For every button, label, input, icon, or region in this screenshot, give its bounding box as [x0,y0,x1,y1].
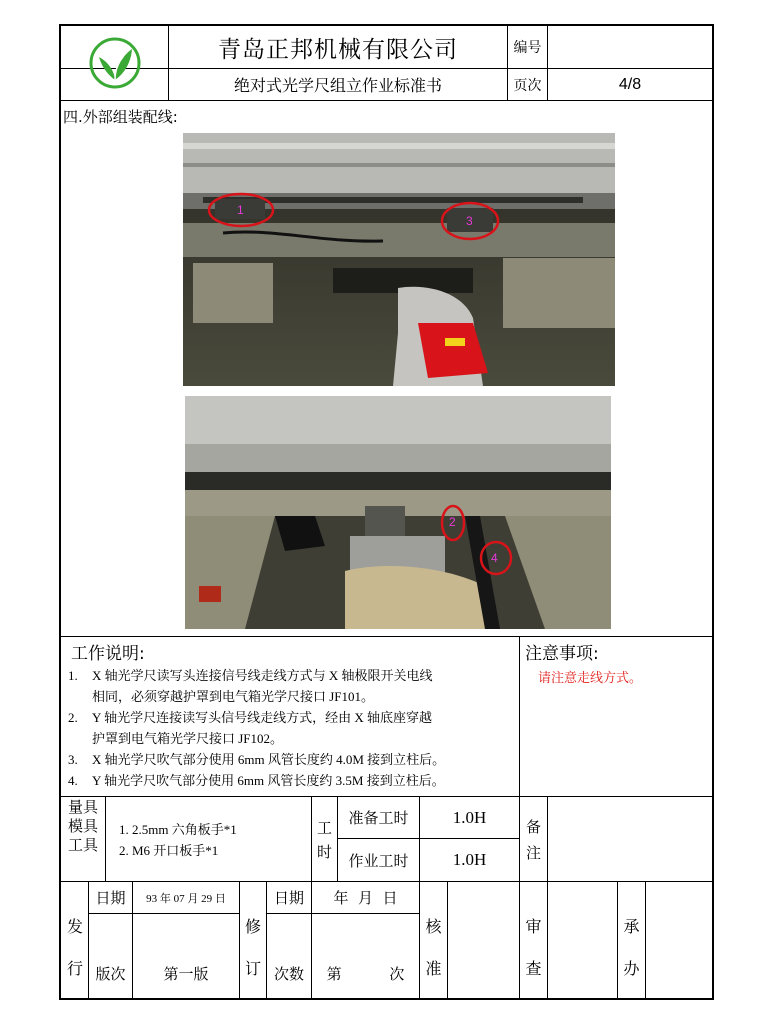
instruction-item: 4. Y 轴光学尺吹气部分使用 6mm 风管长度约 3.5M 接到立柱后。 [68,773,445,788]
prep-time-label: 准备工时 [348,809,409,827]
tool-item: 2. M6 开口板手*1 [119,843,219,858]
review-label: 审 查 [525,917,542,978]
remarks-label: 备 注 [525,818,541,862]
machine-photo-image [185,396,611,629]
work-time-label: 工 时 [316,819,332,861]
issue-date-value: 93 年 07 月 29 日 [146,892,226,905]
header-bottom-line [61,100,712,101]
instructions-title: 工作说明: [71,644,145,664]
instruction-item: 1. X 轴光学尺读写头连接信号线走线方式与 X 轴极限开关电线 相同，必须穿越护罩到电气箱光学尺接口 JF101。 [68,668,433,704]
code-value [548,26,712,68]
page-number: 4/8 [618,75,642,93]
footer-border [547,881,548,998]
revise-label: 修 订 [244,917,261,978]
tool-item: 1. 2.5mm 六角板手*1 [119,822,237,837]
notes-text: 请注意走线方式。 [538,671,643,686]
instructions-top-line [61,636,712,637]
revision-date-label: 日期 [273,889,304,907]
work-instruction-sheet [59,24,714,1000]
marker-1: 1 [237,203,244,217]
notes-divider [519,636,520,796]
machine-photo-image [183,133,615,386]
footer-border [645,881,646,998]
revision-count-label: 次数 [273,964,304,983]
approve-label: 核 准 [425,917,442,978]
marker-2: 2 [449,515,456,529]
code-label: 编号 [513,40,542,56]
document-title: 绝对式光学尺组立作业标准书 [233,76,442,95]
revision-date-value: 年 月 日 [333,889,398,907]
page-label: 页次 [513,77,542,94]
issue-date-label: 日期 [95,889,126,907]
issue-label: 发 行 [66,917,83,978]
instruction-item: 3. X 轴光学尺吹气部分使用 6mm 风管长度约 4.0M 接到立柱后。 [68,752,446,767]
marker-3: 3 [466,214,473,228]
handle-label: 承 办 [623,917,640,978]
marker-4: 4 [491,551,498,565]
revision-count-value: 第 次 [326,964,405,983]
assembly-photo-top [183,133,615,386]
assembly-photo-bottom [185,396,611,629]
prep-time-value: 1.0H [452,807,487,827]
leaf-logo-icon [88,36,142,90]
remarks-value [548,797,712,881]
tools-list [119,819,237,861]
tools-label-border [105,796,106,881]
company-name: 青岛正邦机械有限公司 [218,36,458,63]
instruction-item: 2. Y 轴光学尺连接读写头信号线走线方式，经由 X 轴底座穿越 护罩到电气箱光学尺接口 JF102。 [68,710,433,746]
version-value: 第一版 [163,964,209,983]
section-title: 四.外部组装配线: [63,108,178,126]
op-time-value: 1.0H [452,850,487,869]
op-time-label: 作业工时 [348,851,409,870]
footer-border [447,881,448,998]
company-logo [61,26,168,100]
tools-label: 量具 模具 工具 [67,798,98,854]
version-label: 版次 [95,964,126,983]
notes-title: 注意事项: [525,644,599,664]
instructions-list [68,665,516,791]
